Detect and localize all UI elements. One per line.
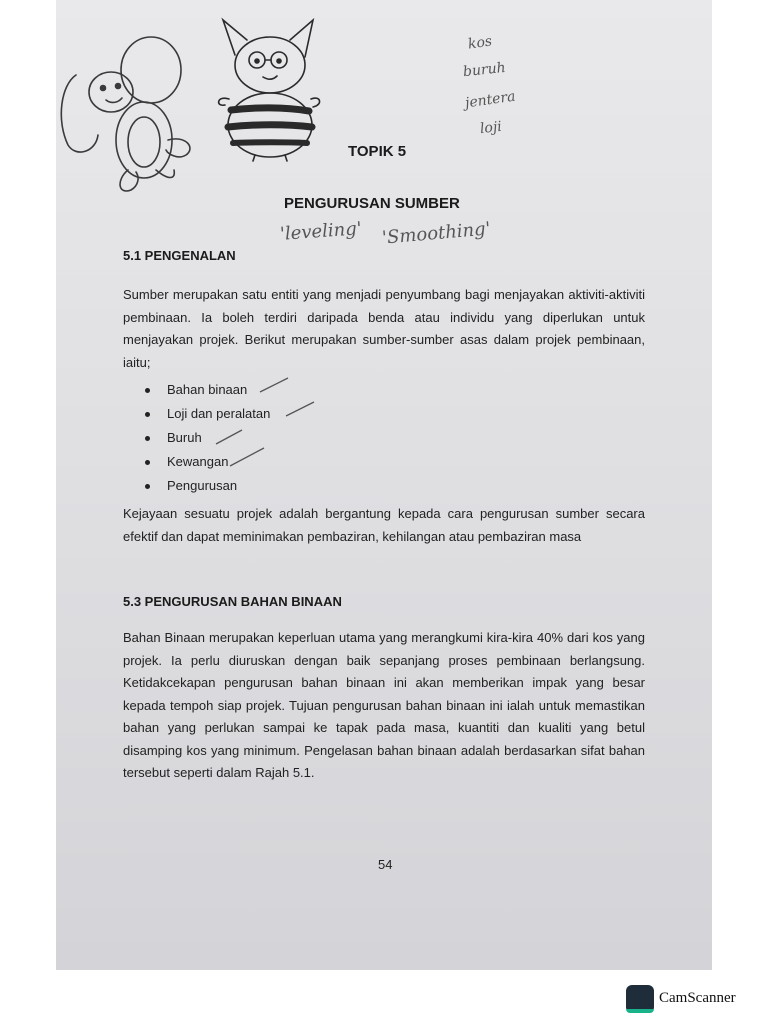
materials-paragraph: Bahan Binaan merupakan keperluan utama yang merangkumi kira-kira 40% dari kos yang projek. Ia perlu diuruskan dengan baik sepanjang proses pembinaan berlangsung. Ketidakcekapan pengurusan bahan binaan ini akan memberikan impak yang besar kepada tempoh siap projek. Tujuan pengurusan bahan binaan ini ialah untuk memastikan bahan yang perlukan sampai ke tapak pada masa, kuantiti dan kualiti yang betul disamping kos yang minimum. Pengelasan bahan binaan adalah berdasarkan sifat bahan tersebut seperti dalam Rajah 5.1. [123,630,645,780]
list-item: Bahan binaan [145,378,270,402]
list-item: Pengurusan [145,474,270,498]
list-item: Kewangan [145,450,270,474]
checkmark-icon [284,398,318,420]
section-heading-pengenalan: 5.1 PENGENALAN [123,248,236,263]
bee-doodle [215,15,325,165]
handwritten-annotation-leveling: 'leveling' [279,218,363,245]
handwritten-note-2: buruh [462,59,507,81]
page-number: 54 [378,857,393,872]
chapter-title: PENGURUSAN SUMBER [284,195,460,212]
handwritten-note-3: jentera [464,88,517,112]
topic-title: TOPIK 5 [348,143,407,160]
checkmark-icon [258,374,292,396]
handwritten-annotation-smoothing: 'Smoothing' [381,218,492,249]
mouse-doodle [56,30,206,205]
checkmark-icon [228,446,268,468]
conclusion-paragraph: Kejayaan sesuatu projek adalah bergantung kepada cara pengurusan sumber secara efektif dan dapat meminimakan pembaziran, kehilangan atau pembaziran masa [123,506,645,544]
section-heading-bahan-binaan: 5.3 PENGURUSAN BAHAN BINAAN [123,594,342,609]
list-item: Loji dan peralatan [145,402,270,426]
handwritten-note-1: kos [467,33,494,53]
camscanner-logo-icon [626,985,654,1013]
handwritten-note-4: loji [479,118,503,138]
resource-list [145,378,270,498]
list-item: Buruh [145,426,270,450]
checkmark-icon [214,426,248,448]
camscanner-watermark: CamScanner [659,990,736,1006]
intro-paragraph: Sumber merupakan satu entiti yang menjadi penyumbang bagi menjayakan aktiviti-aktiviti pembinaan. Ia boleh terdiri daripada benda atau individu yang diperlukan untuk menjayakan projek. Berikut merupakan sumber-sumber asas dalam projek pembinaan, iaitu; [123,287,645,370]
